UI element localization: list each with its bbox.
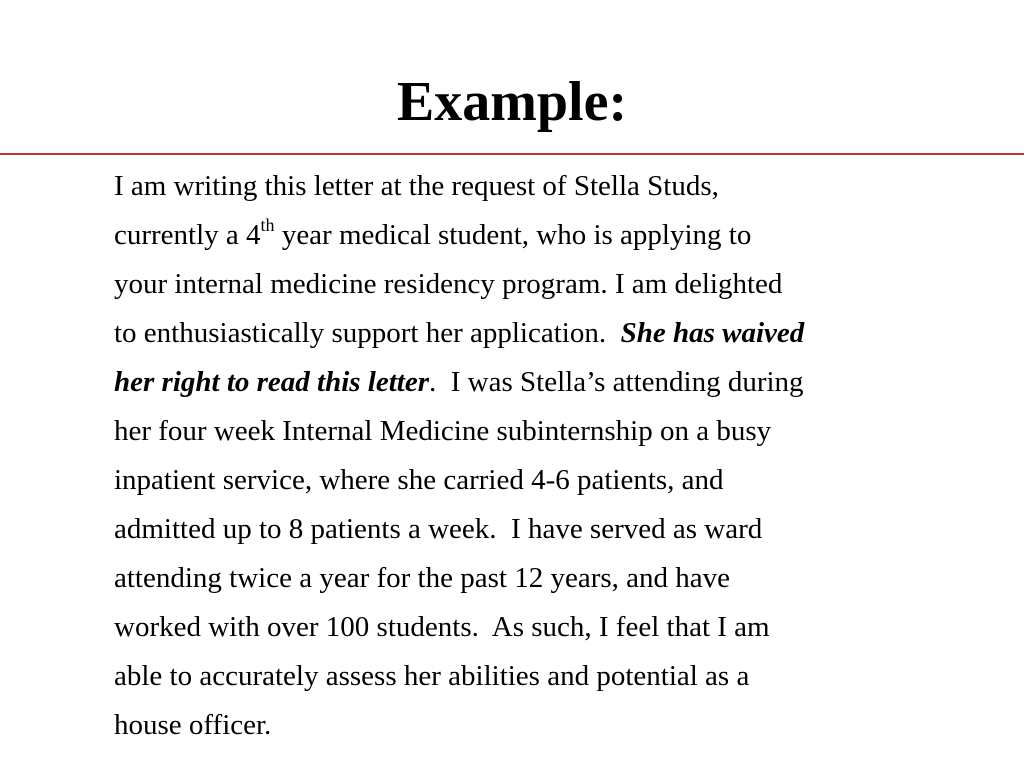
letter-text: to enthusiastically support her application. <box>114 317 621 349</box>
emphasized-text: She has waived <box>620 317 805 349</box>
letter-line-2 <box>114 211 954 260</box>
emphasized-text: her right to read this letter <box>114 366 430 398</box>
letter-text: worked with over 100 students. As such, I feel that I am <box>114 611 770 643</box>
letter-line-9 <box>114 554 954 603</box>
slide-title: Example: <box>396 71 628 133</box>
letter-line-3 <box>114 260 954 309</box>
letter-line-6 <box>114 407 954 456</box>
letter-line-8 <box>114 505 954 554</box>
letter-text: your internal medicine residency program. I am delighted <box>114 268 783 300</box>
letter-text: year medical student, who is applying to <box>274 219 752 251</box>
letter-text: admitted up to 8 patients a week. I have served as ward <box>114 513 763 545</box>
letter-text: her four week Internal Medicine subinternship on a busy <box>114 415 772 447</box>
letter-text: attending twice a year for the past 12 years, and have <box>114 562 730 594</box>
letter-line-4 <box>114 309 954 358</box>
letter-line-10 <box>114 603 954 652</box>
title-divider <box>0 153 1024 155</box>
letter-text: house officer. <box>114 709 272 741</box>
letter-text: inpatient service, where she carried 4-6 patients, and <box>114 464 724 496</box>
letter-line-11 <box>114 652 954 701</box>
letter-line-5 <box>114 358 954 407</box>
letter-line-1 <box>114 162 954 211</box>
letter-text: currently a 4 <box>114 219 261 251</box>
letter-line-7 <box>114 456 954 505</box>
letter-text: able to accurately assess her abilities and potential as a <box>114 660 750 692</box>
letter-text: . I was Stella’s attending during <box>429 366 804 398</box>
letter-text: I am writing this letter at the request of Stella Studs, <box>114 170 719 202</box>
ordinal-superscript: th <box>260 215 275 236</box>
letter-line-12 <box>114 701 954 750</box>
letter-body <box>114 162 954 750</box>
